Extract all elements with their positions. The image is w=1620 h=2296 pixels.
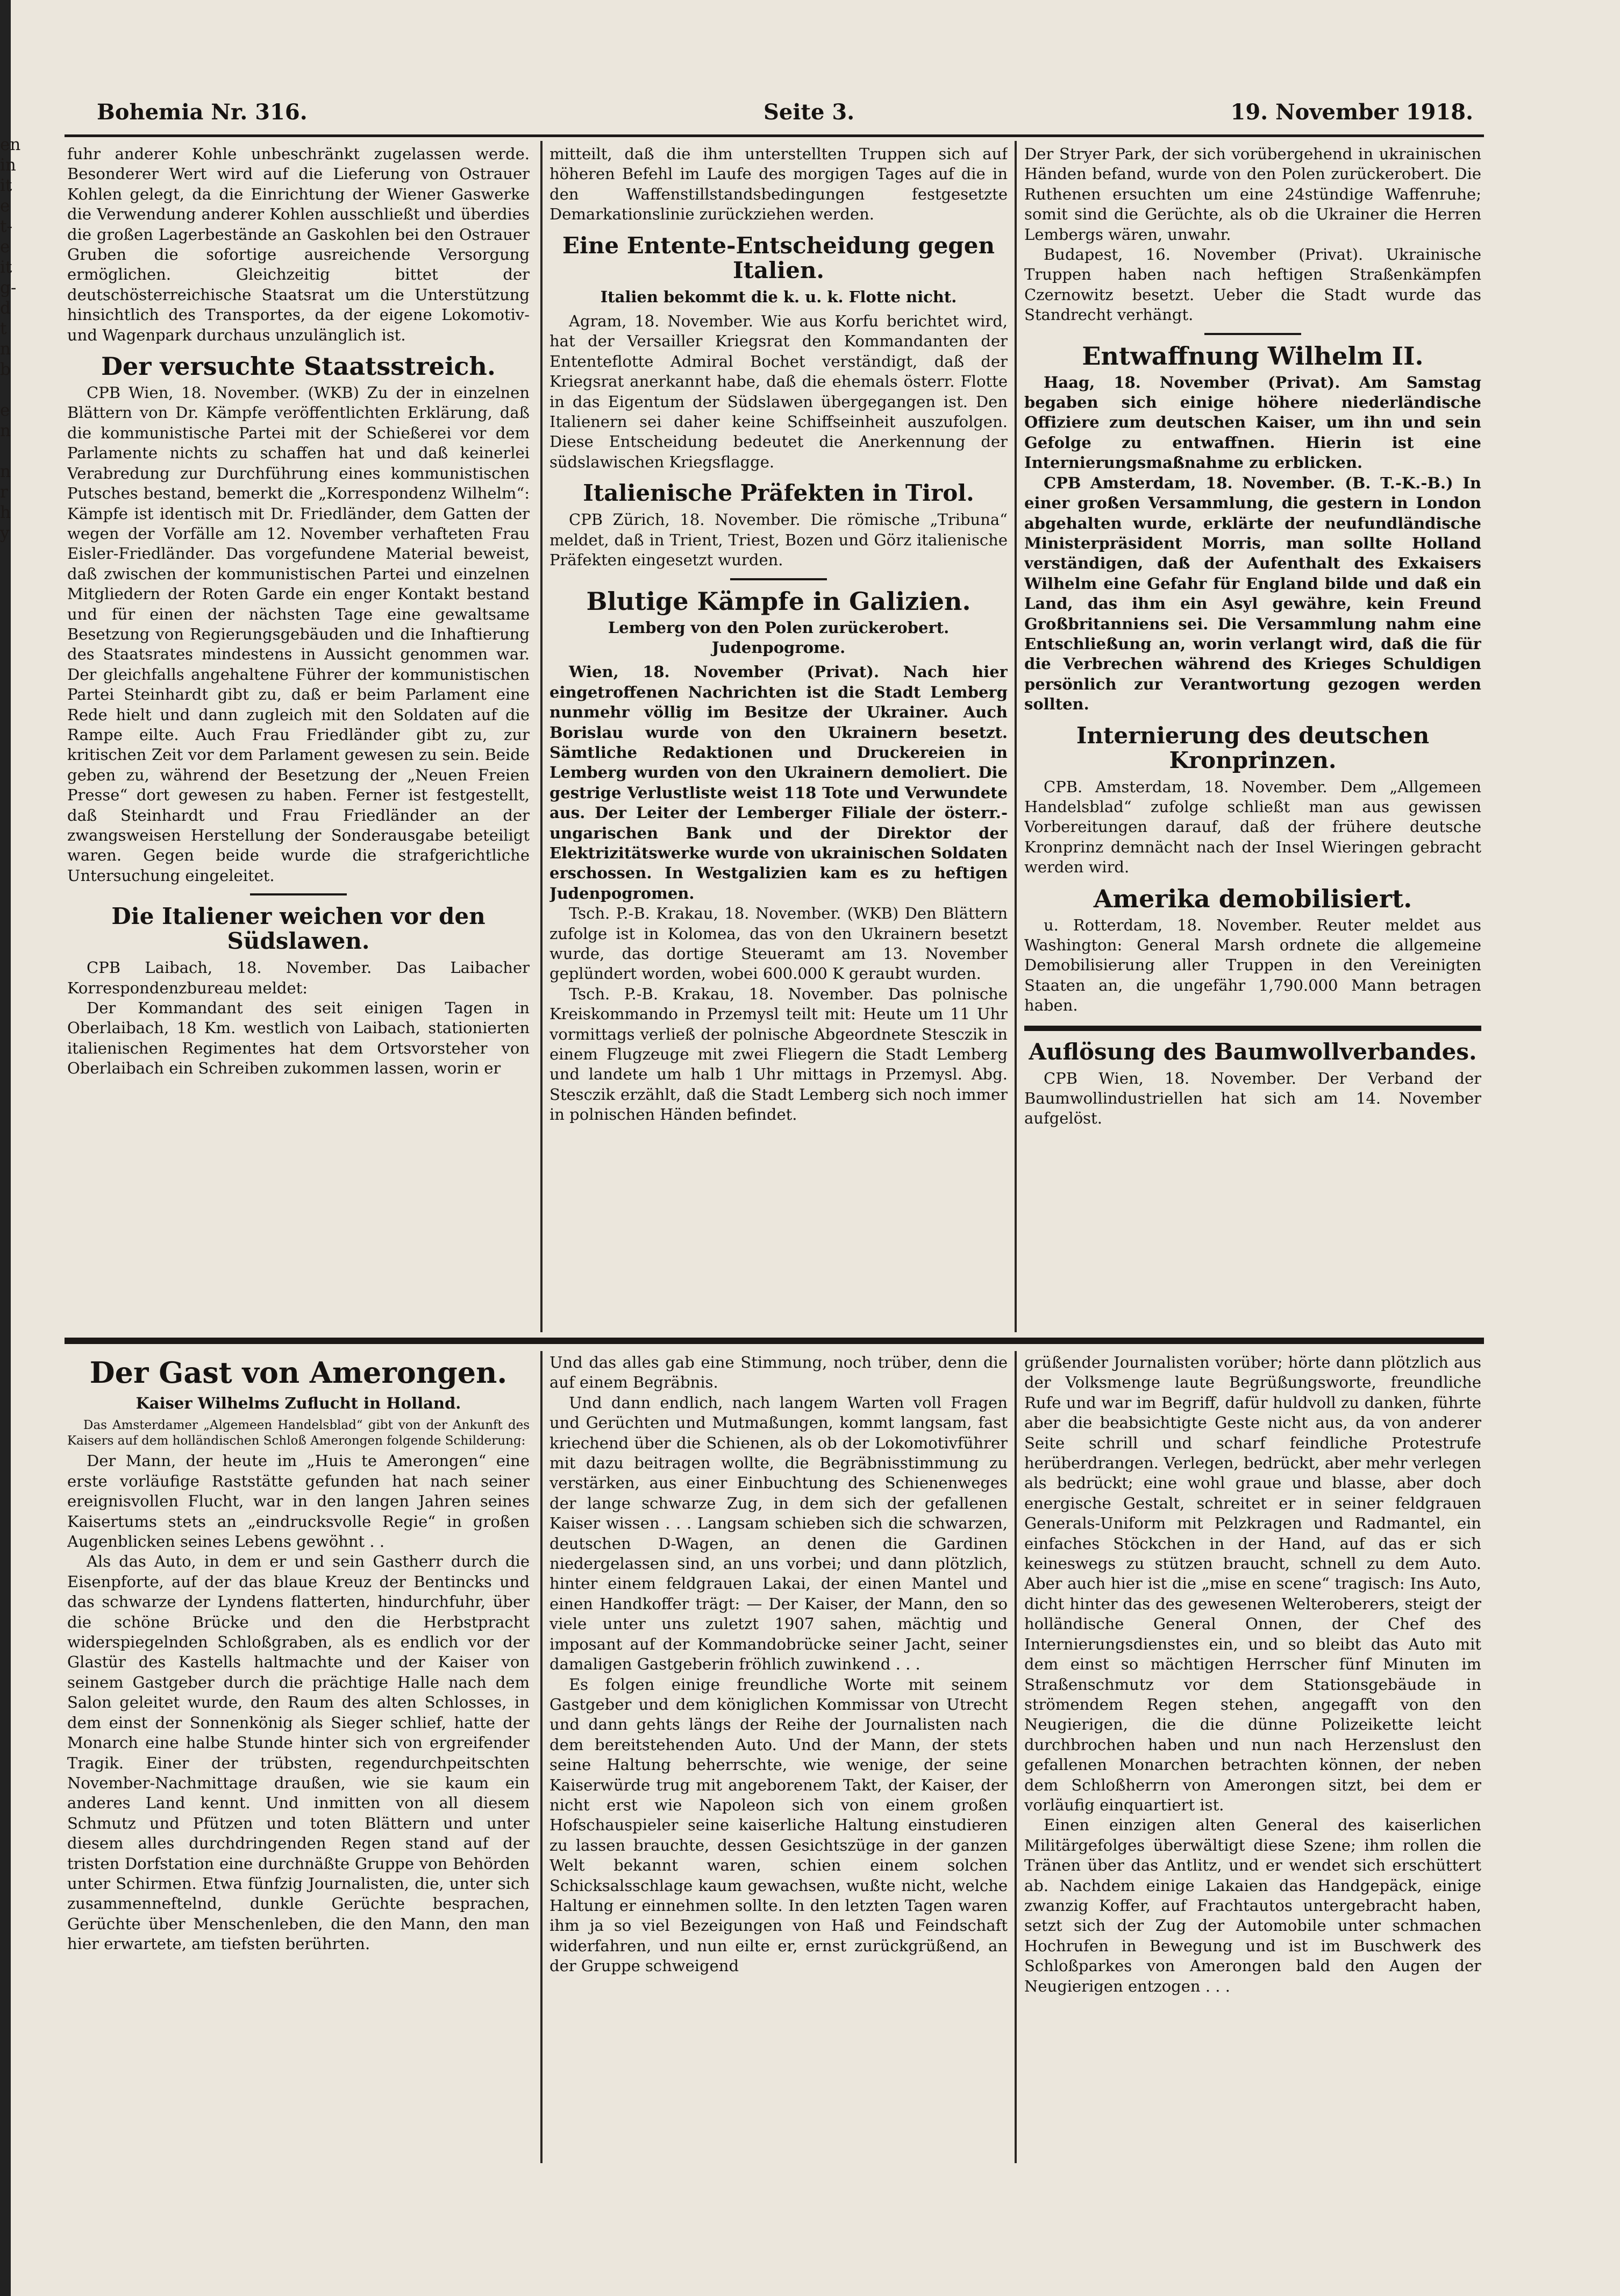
article-text: CPB Laibach, 18. November. Das Laibacher Korrespondenzbureau meldet: — [67, 958, 530, 997]
headline-italiener: Die Italiener weichen vor den Südslawen. — [111, 903, 486, 955]
article-text: Und das alles gab eine Stimmung, noch trüber, denn die auf einem Begräbnis. — [549, 1353, 1008, 1392]
article-text: grüßender Journalisten vorüber; hörte dann plötzlich aus der Volksmenge laute Begrüßungsworte, freundliche Rufe und war im Begriff, dafür huldvoll zu danken, führte aber die beabsichtigte Geste nicht aus, da von anderer Seite schrill und scharf feindliche Protestrufe herüberdrangen. Verlegen, bedrückt, aber mehr verlegen als bedrückt; eine wohl graue und blasse, aber doch energische Gestalt, schreitet er in seiner feldgrauen Generals-Uniform mit Pelzkragen und Radmantel, ein einfaches Stöckchen in der Hand, auf das er sich keineswegs zu stützen braucht, schnell zu dem Auto. Aber auch hier ist die „mise en scene“ tragisch: Ins Auto, dicht hinter das des gewesenen Welteroberers, steigt der holländische General Onnen, der Chef des Internierungsdienstes ein, und so bleibt das Auto mit dem einst so mächtigen Herrscher fünf Minuten im Straßenschmutz vor dem Stationsgebäude in strömendem Regen stehen, angegafft von den Neugierigen, die die dünne Polizeikette leicht durchbrochen haben und nun nach Herzenslust den gefallenen Monarchen betrachten können, der neben dem Schloßherrn von Amerongen sitzt, bei dem er vorläufig einquartiert ist. — [1024, 1353, 1481, 1814]
column-rule — [1015, 141, 1017, 1332]
separator — [1204, 333, 1301, 335]
header-rule — [65, 134, 1484, 137]
column-rule — [540, 1351, 543, 2163]
column-rule — [540, 141, 543, 1332]
page-number: Seite 3. — [763, 99, 855, 125]
article-text: Haag, 18. November (Privat). Am Samstag begaben sich einige höhere niederländische Offiziere zum deutschen Kaiser, um ihn und sein Gefolge zu entwaffnen. Hierin ist eine Internierungsmaßnahme zu erblicken. — [1024, 373, 1481, 472]
feature-column-1 — [67, 1353, 530, 2162]
article-text: CPB. Amsterdam, 18. November. Dem „Allgemeen Handelsblad“ zufolge schließt man aus gewissen Vorbereitungen darauf, daß der frühere deutsche Kronprinz demnächt nach der Insel Wieringen gebracht werden wird. — [1024, 777, 1481, 877]
article-text: u. Rotterdam, 18. November. Reuter meldet aus Washington: General Marsh ordnete die allgemeine Demobilisierung aller Truppen in den Vereinigten Staaten an, die ungefähr 1,790.000 Mann betragen haben. — [1024, 915, 1481, 1015]
article-text: Agram, 18. November. Wie aus Korfu berichtet wird, hat der Versailler Kriegsrat den Kommandanten der Ententeflotte Admiral Bochet verständigt, daß der Kriegsrat anerkannt habe, daß die ehemals österr. Flotte in das Eigentum der Südslawen übergegangen ist. Den Italienern sei daher keine Schiffseinheit auszufolgen. Diese Entscheidung bedeutet die Anerkennung der südslawischen Kriegsflagge. — [549, 312, 1008, 471]
article-text: Budapest, 16. November (Privat). Ukrainische Truppen haben nach heftigen Straßenkämpfen Czernowitz besetzt. Ueber die Stadt wurde das Standrecht verhängt. — [1024, 245, 1481, 324]
headline-internierung: Internierung des deutschen Kronprinzen. — [1076, 722, 1430, 773]
page-header — [97, 99, 1473, 132]
article-text: Der Stryer Park, der sich vorübergehend in ukrainischen Händen befand, wurde von den Polen zurückerobert. Die Ruthenen ersuchten um eine 24stündige Waffenruhe; somit sind die Gerüchte, als ob die Ukrainer die Herren Lembergs wären, unwahr. — [1024, 145, 1481, 244]
feature-column-3 — [1024, 1353, 1481, 2162]
section-rule — [65, 1338, 1484, 1344]
column-2 — [549, 144, 1008, 1333]
column-1 — [67, 144, 530, 1333]
headline-entwaffnung: Entwaffnung Wilhelm II. — [1082, 341, 1424, 371]
article-text: Tsch. P.-B. Krakau, 18. November. (WKB) Den Blättern zufolge ist in Kolomea, das von den Ukrainern besetzt wurde, das dortige Steueramt am 13. November geplündert worden, wobei 600.000 K geraubt wurden. — [549, 904, 1008, 983]
headline-baumwolle: Auflösung des Baumwollverbandes. — [1029, 1038, 1477, 1065]
feature-column-2 — [549, 1353, 1008, 2162]
separator — [1024, 1026, 1481, 1031]
margin-text-fragment: en in it e t- e it g- d t n b e n n r h y — [0, 135, 21, 543]
feature-title: Der Gast von Amerongen. — [89, 1355, 508, 1390]
headline-amerika: Amerika demobilisiert. — [1093, 884, 1412, 913]
article-text: Und dann endlich, nach langem Warten voll Fragen und Gerüchten und Mutmaßungen, kommt langsam, fast kriechend über die Schienen, als ob der Lokomotivführer mit dazu beitragen wollte, die Begräbnisstimmung zu verstärken, aus einer Einbuchtung des Schienenweges der lange schwarze Zug, in dem sich der gefallenen Kaiser wissen . . . Langsam schieben sich die schwarzen, deutschen D-Wagen, an denen die Gardinen niedergelassen sind, an uns vorbei; und dann plötzlich, hinter einem feldgrauen Lakai, der einen Mantel und einen Handkoffer trägt: — Der Kaiser, der Mann, den so viele unter uns zuletzt 1907 sahen, mächtig und imposant auf der Kommandobrücke seiner Jacht, seiner damaligen Gastgeberin fröhlich zuwinkend . . . — [549, 1393, 1008, 1674]
article-text: Als das Auto, in dem er und sein Gastherr durch die Eisenpforte, auf der das blaue Kreuz der Bentincks und das schwarze der Lyndens flatterten, hindurchfuhr, über die schöne Brücke und den die Herbstpracht widerspiegelnden Schloßgraben, als es endlich vor der Glastür des Kastells haltmachte und der Kaiser von seinem Gastgeber durch die prächtige Halle nach dem Salon geleitet wurde, den Raum des alten Schlosses, in dem einst der Sonnenkönig als Sieger schlief, hatte der Monarch eine halbe Stunde hinter sich von ergreifender Tragik. Einer der trübsten, regendurchpeitschten November-Nachmittage draußen, wie sie kaum ein anderes Land kennt. Und inmitten von all diesem Schmutz und Pfützen und toten Blättern und unter diesem alles durchdringenden Regen stand auf der tristen Dorfstation eine durchnäßte Gruppe von Behörden unter Schirmen. Etwa fünfzig Journalisten, die, unter sich zusammenneftelnd, dunkle Gerüchte besprachen, Gerüchte über Menschenleben, die den Mann, den man hier erwartete, am tiefsten berührten. — [67, 1552, 530, 1953]
issue-date: 19. November 1918. — [1230, 99, 1473, 125]
separator — [730, 578, 827, 580]
article-text: Der Kommandant des seit einigen Tagen in Oberlaibach, 18 Km. westlich von Laibach, stationierten italienischen Regimentes hat dem Ortsvorsteher von Oberlaibach ein Schreiben zukommen lassen, worin er — [67, 999, 530, 1078]
article-text: Tsch. P.-B. Krakau, 18. November. Das polnische Kreiskommando in Przemysl teilt mit: Heute um 11 Uhr vormittags verließ der polnische Abgeordnete Stesczik in einem Flugzeuge mit zwei Fliegern die Stadt Lemberg und landete um halb 1 Uhr mittags in Przemysl. Abg. Stesczik erzählt, daß die Stadt Lemberg sich noch immer in polnischen Händen befindet. — [549, 984, 1008, 1124]
column-3 — [1024, 144, 1481, 1333]
article-text: Einen einzigen alten General des kaiserlichen Militärgefolges überwältigt diese Szene; ihm rollen die Tränen über das Antlitz, und er wendet sich erschüttert ab. Nachdem einige Lakaien das Handgepäck, einige zwanzig Koffer, auf Frachtautos untergebracht haben, setzt sich der Zug der Automobile unter schmachen Hochrufen in Bewegung und ist im Buschwerk des Schloßparkes von Amerongen bald den Augen der Neugierigen entzogen . . . — [1024, 1816, 1481, 1995]
headline-kaempfe: Blutige Kämpfe in Galizien. — [586, 586, 971, 616]
headline-entente: Eine Entente-Entscheidung gegen Italien. — [562, 232, 995, 283]
subheadline-kaempfe: Lemberg von den Polen zurückerobert. Judenpogrome. — [608, 618, 950, 657]
issue-number: Bohemia Nr. 316. — [97, 99, 308, 125]
headline-praefekten: Italienische Präfekten in Tirol. — [583, 480, 974, 507]
headline-staatsstreich: Der versuchte Staatsstreich. — [101, 352, 496, 381]
separator — [250, 893, 347, 895]
feature-intro-note: Das Amsterdamer „Algemeen Handelsblad“ gibt von der Ankunft des Kaisers auf dem holländischen Schloß Amerongen folgende Schilderung: — [67, 1418, 530, 1448]
column-rule — [1015, 1351, 1017, 2163]
article-text: Der Mann, der heute im „Huis te Amerongen“ eine erste vorläufige Raststätte gefunden hat nach seiner ereignisvollen Flucht, war in den langen Jahren seines Kaisertums stets an „eindrucksvolle Regie“ in großen Augenblicken seines Lebens gewöhnt . . — [67, 1452, 530, 1551]
article-text: Wien, 18. November (Privat). Nach hier eingetroffenen Nachrichten ist die Stadt Lemberg nunmehr völlig im Besitze der Ukrainer. Auch Borislau wurde von den Ukrainern besetzt. Sämtliche Redaktionen und Druckereien in Lemberg wurden von den Ukrainern demoliert. Die gestrige Verlustliste weist 118 Tote und Verwundete aus. Der Leiter der Lemberger Filiale der österr.-ungarischen Bank und der Direktor der Elektrizitätswerke wurde von ukrainischen Soldaten erschossen. In Westgalizien kam es zu heftigen Judenpogromen. — [549, 663, 1008, 902]
article-text: CPB Zürich, 18. November. Die römische „Tribuna“ meldet, daß in Trient, Triest, Bozen und Görz italienische Präfekten eingesetzt wurden. — [549, 510, 1008, 570]
article-text: CPB Wien, 18. November. Der Verband der Baumwollindustriellen hat sich am 14. November aufgelöst. — [1024, 1069, 1481, 1128]
feature-subtitle: Kaiser Wilhelms Zuflucht in Holland. — [135, 1394, 461, 1412]
article-text: fuhr anderer Kohle unbeschränkt zugelassen werde. Besonderer Wert wird auf die Lieferung von Ostrauer Kohlen gelegt, da die Einrichtung der Wiener Gaswerke die Verwendung anderer Kohlen ausschließt und überdies die großen Lagerbestände an Gaskohlen bei den Ostrauer Gruben die sofortige ausreichende Versorgung ermöglichen. Gleichzeitig bittet der deutschösterreichische Staatsrat um die Unterstützung hinsichtlich des Transportes, da der eigene Lokomotiv- und Wagenpark durchaus unzulänglich ist. — [67, 145, 530, 344]
article-text: CPB Wien, 18. November. (WKB) Zu der in einzelnen Blättern von Dr. Kämpfe veröffentlichten Erklärung, daß die kommunistische Partei mit der Schießerei vor dem Parlamente nichts zu schaffen hat und daß keinerlei Verabredung zur Durchführung eines kommunistischen Putsches bestand, bemerkt die „Korrespondenz Wilhelm“: Kämpfe ist identisch mit Dr. Friedländer, dem Gatten der wegen der Vorfälle am 12. November verhafteten Frau Eisler-Friedländer. Das vorgefundene Material beweist, daß zwischen der kommunistischen Partei und einzelnen Mitgliedern der Roten Garde ein enger Kontakt bestand und für einen der nächsten Tage eine gewaltsame Besetzung von Regierungsgebäuden und die Inhaftierung des Staatsrates mindestens in Aussicht genommen war. Der gleichfalls angehaltene Führer der kommunistischen Partei Steinhardt gibt zu, daß er beim Parlament eine Rede hielt und dann zugleich mit den Soldaten auf die Rampe eilte. Auch Frau Friedländer gibt zu, zur kritischen Zeit vor dem Parlament gewesen zu sein. Beide geben zu, während der Besetzung der „Neuen Freien Presse“ dort gewesen zu haben. Ferner ist festgestellt, daß Steinhardt und Frau Friedländer an der zwangsweisen Herstellung der Sonderausgabe beteiligt waren. Gegen beide wurde die strafgerichtliche Untersuchung eingeleitet. — [67, 383, 530, 885]
subheadline-entente: Italien bekommt die k. u. k. Flotte nicht. — [600, 287, 957, 306]
article-text: mitteilt, daß die ihm unterstellten Truppen sich auf höheren Befehl im Laufe des morgigen Tages auf die in den Waffenstillstandsbedingungen festgesetzte Demarkationslinie zurückziehen werden. — [549, 145, 1008, 224]
article-text: Es folgen einige freundliche Worte mit seinem Gastgeber und dem königlichen Kommissar von Utrecht und dann gehts längs der Reihe der Journalisten nach dem bereitstehenden Auto. Und der Mann, der stets seine Haltung beherrschte, wie wenige, der seine Kaiserwürde trug mit angeborenem Takt, der Kaiser, der nicht erst wie Napoleon sich von einem großen Hofschauspieler seine kaiserliche Haltung einstudieren zu lassen brauchte, dessen Gesichtszüge in der ganzen Welt bekannt waren, schien einem solchen Schicksalsschlage kaum gewachsen, wußte nicht, welche Haltung er einnehmen sollte. In den letzten Tagen waren ihm ja so viel Bezeigungen von Haß und Feindschaft widerfahren, und nun eilte er, ernst zurückgrüßend, an der Gruppe schweigend — [549, 1675, 1008, 1975]
article-text: CPB Amsterdam, 18. November. (B. T.-K.-B.) In einer großen Versammlung, die gestern in London abgehalten wurde, erklärte der neufundländische Ministerpräsident Morris, man sollte Holland verständigen, daß der Aufenthalt des Exkaisers Wilhelm eine Gefahr für England bilde und daß ein Land, das ihm ein Asyl gewähre, kein Freund Großbritanniens sei. Die Versammlung nahm eine Entschließung an, worin verlangt wird, daß die für die Verbrechen während des Krieges Schuldigen persönlich zur Verantwortung gezogen werden sollten. — [1024, 473, 1481, 714]
